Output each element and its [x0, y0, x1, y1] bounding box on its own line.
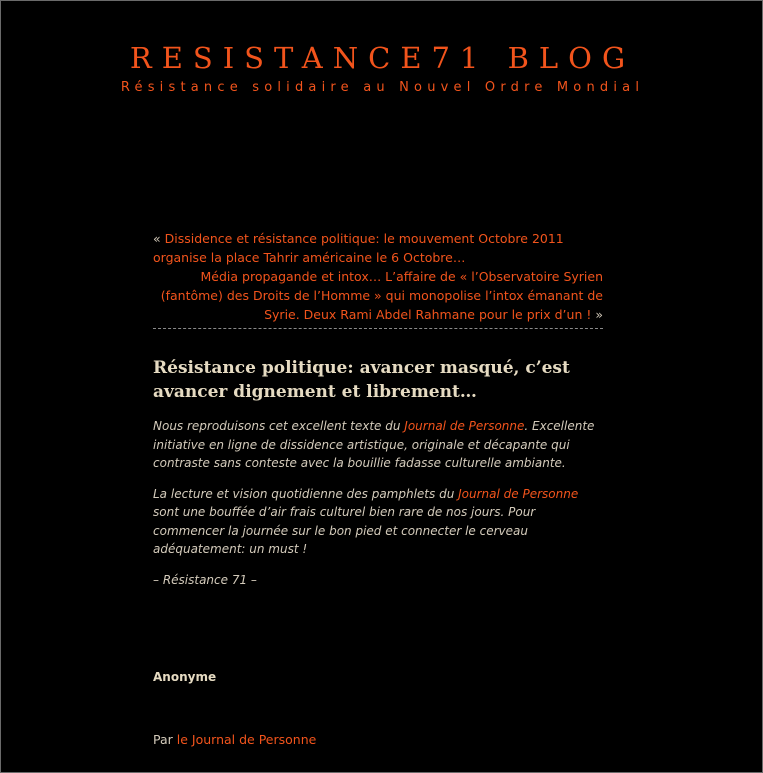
next-post-link[interactable]: Média propagande et intox… L’affaire de « l’Observatoire Syrien (fantôme) des Droits de l’Homme » qui monopolise l’intox émanant de Syrie. Deux Rami Abdel Rahmane pour le prix d’un ! — [160, 269, 603, 322]
post-paragraph-2 — [153, 485, 603, 559]
byline-link[interactable]: le Journal de Personne — [176, 732, 317, 747]
paragraph-text: . Excellente initiative en ligne de dissidence artistique, originale et décapante qui contraste sans conteste avec la bouillie fadasse culturelle ambiante. — [153, 419, 595, 470]
previous-arrow: « — [153, 231, 161, 246]
byline-prefix: Par — [153, 732, 177, 747]
post-byline — [153, 732, 316, 747]
paragraph-text: sont une bouffée d’air frais culturel bien rare de nos jours. Pour commencer la journée sur le bon pied et connecter le cerveau adéquatement: un must ! — [153, 505, 536, 556]
site-title-link[interactable]: RESISTANCE71 BLOG — [129, 41, 636, 75]
post-content — [153, 417, 603, 601]
post-author: Anonyme — [153, 670, 217, 684]
next-post-nav — [153, 267, 603, 324]
post-signature: – Résistance 71 – — [153, 572, 257, 587]
journal-de-personne-link[interactable]: Journal de Personne — [458, 486, 579, 501]
next-arrow: » — [595, 307, 603, 322]
site-title — [1, 41, 763, 75]
paragraph-text: La lecture et vision quotidienne des pamphlets du — [153, 486, 459, 501]
paragraph-text: Nous reproduisons cet excellent texte du — [153, 419, 405, 433]
post-title: Résistance politique: avancer masqué, c’est avancer dignement et librement… — [153, 358, 570, 402]
post-navigation — [153, 229, 603, 329]
site-tagline: Résistance solidaire au Nouvel Ordre Mondial — [120, 80, 645, 95]
journal-de-personne-link[interactable]: Journal de Personne — [404, 419, 525, 433]
previous-post-nav — [153, 229, 603, 267]
post-paragraph-1 — [153, 417, 603, 473]
previous-post-link[interactable]: Dissidence et résistance politique: le mouvement Octobre 2011 organise la place Tahrir américaine le 6 Octobre… — [153, 231, 564, 265]
